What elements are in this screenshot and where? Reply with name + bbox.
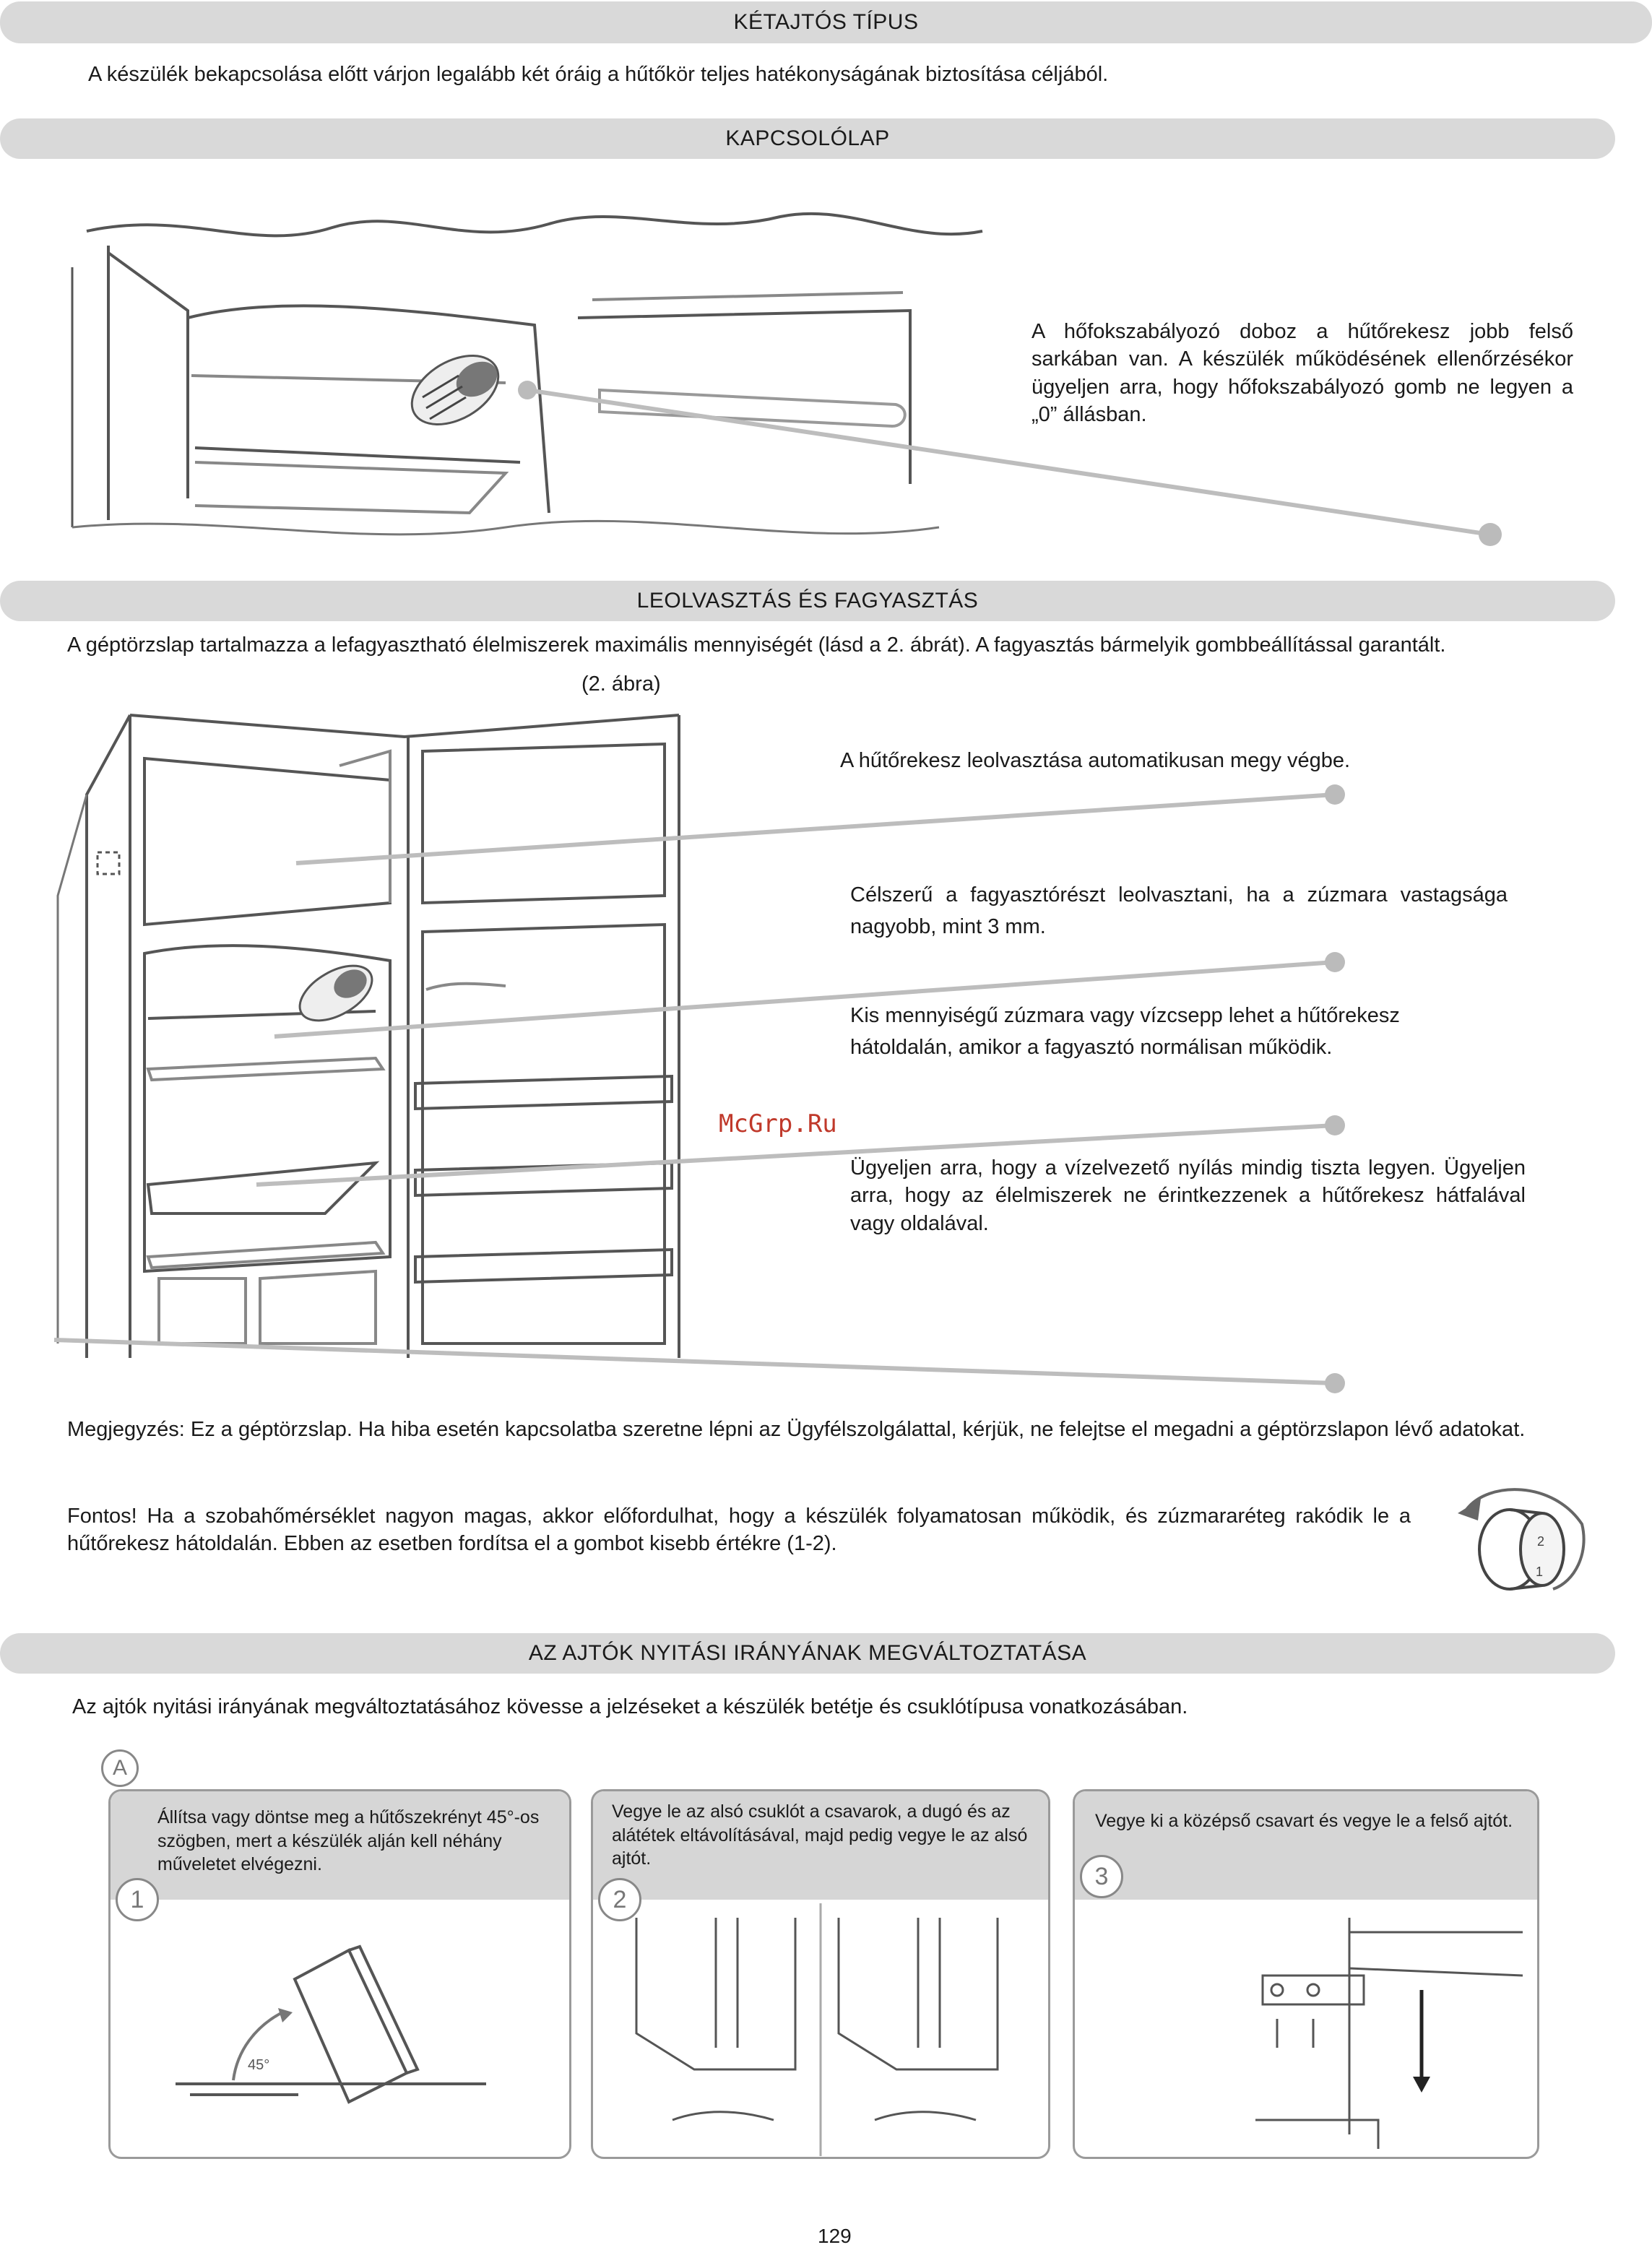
angle-arrow-icon [278,2008,293,2022]
variant-badge: A [101,1749,139,1787]
callout-frost-droplets: Kis mennyiségű zúzmara vagy vízcsepp lehet a hűtőrekesz hátoldalán, amikor a fagyasztó normálisan működik. [850,1004,1400,1059]
thermostat-box-icon [290,955,381,1032]
knob-mark-1: 1 [1536,1565,1544,1579]
ajtok-text: Az ajtók nyitási irányának megváltoztatásához kövesse a jelzéseket a készülék betétje és csuklótípusa vonatkozásában. [72,1695,1188,1718]
callout-automatic-defrost: A hűtőrekesz leolvasztása automatikusan megy végbe. [840,749,1351,772]
step-number-1: 1 [116,1878,159,1921]
step-card-3 [1073,1789,1539,2159]
rotate-arrow-icon [1458,1499,1481,1520]
kapcsololap-callout: A hőfokszabályozó doboz a hűtőrekesz jobb felső sarkában van. A készülék működésének ellenőrzésékor ügyeljen arra, hogy hőfokszabályozó gomb ne legyen a „0” állásban. [1032,320,1573,426]
remove-hinge-illustration [593,1903,1048,2156]
ketajtos-text: A készülék bekapcsolása előtt várjon legalább két óráig a hűtőkör teljes hatékonyságának biztosítása céljából. [88,63,1109,86]
section-heading-kapcsololap [0,118,1615,159]
step-card-1 [108,1789,571,2159]
thermostat-knob-illustration [1445,1481,1589,1589]
angle-label: 45° [248,2057,270,2073]
remove-top-door-illustration [1075,1903,1537,2156]
step-number-2: 2 [598,1878,641,1921]
knob-mark-2: 2 [1537,1534,1545,1549]
section-heading-ajtok [0,1633,1615,1674]
step-text: Vegye ki a középső csavart és vegye le a felső ajtót. [1095,1811,1513,1831]
down-arrow-icon [1413,2077,1430,2093]
heading-text: LEOLVASZTÁS ÉS FAGYASZTÁS [636,589,979,613]
callout-freezer-defrost: Célszerű a fagyasztórészt leolvasztani, ha a zúzmara vastagsága nagyobb, mint 3 mm. [850,883,1508,938]
heading-text: KAPCSOLÓLAP [725,126,890,150]
heading-text: KÉTAJTÓS TÍPUS [733,10,919,34]
figure-label: (2. ábra) [581,672,661,696]
page-number: 129 [818,2225,852,2247]
section-heading-ketajtos [0,1,1652,43]
step-text: Állítsa vagy döntse meg a hűtőszekrényt 45°-os szögben, mert a készülék alján kell néhány műveletet elvégezni. [157,1807,540,1874]
step-number-3: 3 [1080,1855,1123,1898]
callout-drain-hole: Ügyeljen arra, hogy a vízelvezető nyílás mindig tiszta legyen. Ügyeljen arra, hogy az élelmiszerek ne érintkezzenek a hűtőrekesz hátfalával vagy oldalával. [850,1156,1526,1235]
note-fontos: Fontos! Ha a szobahőmérséklet nagyon magas, akkor előfordulhat, hogy a készülék folyamatosan működik, és zúzmararéteg rakódik le a hűtőrekesz hátoldalán. Ebben az esetben fordítsa el a gombot kisebb értékre (1-2). [67,1505,1411,1556]
tilted-fridge-illustration [111,1907,569,2152]
watermark: McGrp.Ru [719,1109,837,1138]
heading-text: AZ AJTÓK NYITÁSI IRÁNYÁNAK MEGVÁLTOZTATÁSA [528,1641,1087,1665]
note-megjegyzes: Megjegyzés: Ez a géptörzslap. Ha hiba esetén kapcsolatba szeretne lépni az Ügyfélszolgálattal, kérjük, ne felejtse el megadni a géptörzslapon lévő adatokat. [67,1418,1526,1441]
section-heading-leolvasztas [0,581,1615,621]
step-text: Vegye le az alsó csuklót a csavarok, a dugó és az alátétek eltávolításával, majd pedig vegye le az alsó ajtót. [612,1801,1028,1869]
step-card-2 [591,1789,1050,2159]
thermostat-box-icon [400,342,511,438]
leolvasztas-text: A géptörzslap tartalmazza a lefagyasztható élelmiszerek maximális mennyiségét (lásd a 2. ábrát). A fagyasztás bármelyik gombbeállítással garantált. [67,633,1446,657]
